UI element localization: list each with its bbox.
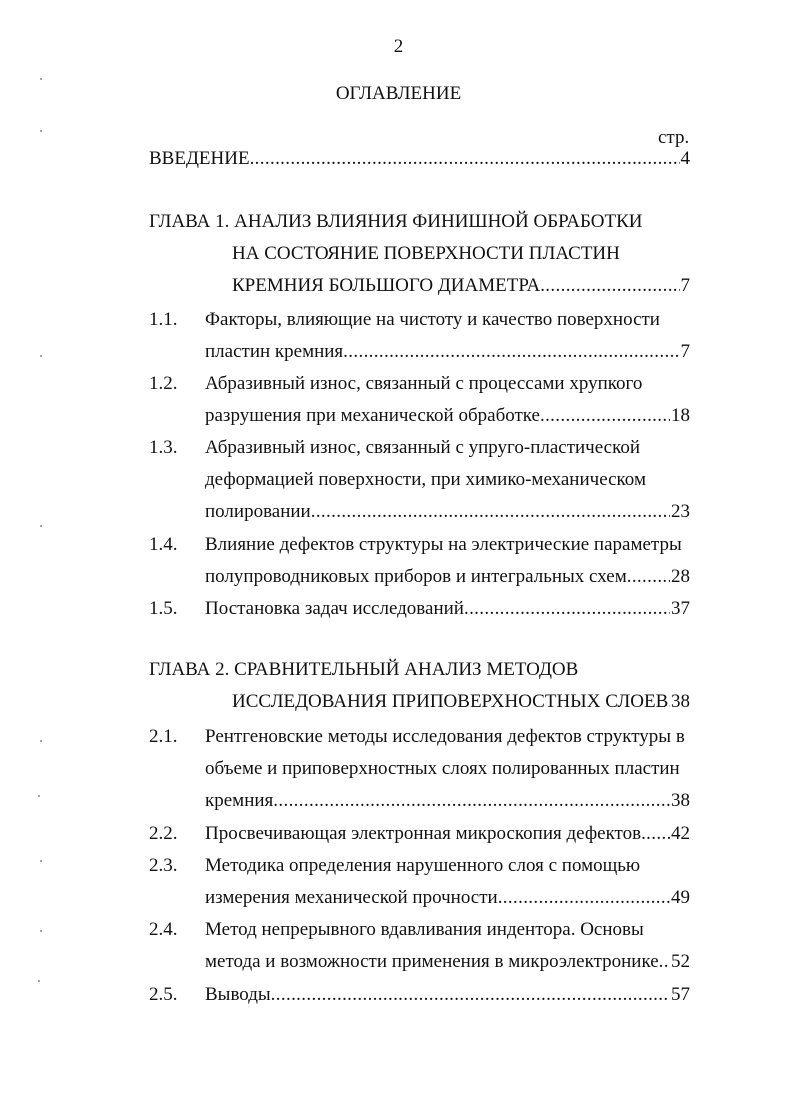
section-title: Факторы, влияющие на чистоту и качество поверхности xyxy=(205,309,660,330)
entry-label: полупроводниковых приборов и интегральных схем xyxy=(205,566,627,587)
toc-entry-intro[interactable] xyxy=(149,148,690,170)
scan-speck xyxy=(40,355,42,357)
entry-label: КРЕМНИЯ БОЛЬШОГО ДИАМЕТРА xyxy=(232,275,541,296)
chapter-1-heading-cont: НА СОСТОЯНИЕ ПОВЕРХНОСТИ ПЛАСТИН xyxy=(232,243,620,264)
scan-speck xyxy=(40,930,42,932)
entry-page: 7 xyxy=(680,275,690,296)
entry-page: 49 xyxy=(671,887,690,908)
toc-entry-2-5[interactable] xyxy=(205,984,690,1006)
leader-dots xyxy=(540,405,670,427)
entry-page: 28 xyxy=(671,566,690,587)
toc-entry-1-3[interactable] xyxy=(205,501,690,523)
section-title: Влияние дефектов структуры на электрические параметры xyxy=(205,534,682,555)
entry-page: 38 xyxy=(671,691,690,712)
section-title-cont: объеме и приповерхностных слоях полированных пластин xyxy=(205,758,680,779)
leader-dots xyxy=(250,148,680,170)
entry-page: 18 xyxy=(671,405,690,426)
section-number: 1.2. xyxy=(149,373,178,394)
leader-dots xyxy=(343,341,679,363)
leader-dots xyxy=(659,951,670,973)
scan-speck xyxy=(38,980,40,982)
entry-page: 42 xyxy=(671,823,690,844)
scan-speck xyxy=(40,130,42,132)
page-column-label: стр. xyxy=(658,127,690,148)
toc-entry-2-3[interactable] xyxy=(205,887,690,909)
entry-page: 38 xyxy=(671,790,690,811)
section-number: 1.3. xyxy=(149,437,178,458)
section-number: 1.4. xyxy=(149,534,178,555)
chapter-2-heading: ГЛАВА 2. СРАВНИТЕЛЬНЫЙ АНАЛИЗ МЕТОДОВ xyxy=(149,659,579,680)
leader-dots xyxy=(641,823,670,845)
section-number: 1.1. xyxy=(149,309,178,330)
entry-label: ВВЕДЕНИЕ xyxy=(149,148,250,169)
entry-label: разрушения при механической обработке xyxy=(205,405,540,426)
section-title: Методика определения нарушенного слоя с помощью xyxy=(205,855,641,876)
scan-speck xyxy=(40,740,42,742)
entry-page: 37 xyxy=(671,598,690,619)
section-number: 2.2. xyxy=(149,823,178,844)
page-number: 2 xyxy=(393,36,404,57)
entry-label: кремния xyxy=(205,790,274,811)
toc-entry-chapter-1[interactable] xyxy=(232,275,690,297)
toc-entry-chapter-2[interactable] xyxy=(232,691,690,713)
entry-page: 4 xyxy=(680,148,690,169)
entry-page: 7 xyxy=(680,341,690,362)
leader-dots xyxy=(311,501,670,523)
section-title: Рентгеновские методы исследования дефектов структуры в xyxy=(205,726,685,747)
toc-entry-1-5[interactable] xyxy=(205,598,690,620)
entry-label: пластин кремния xyxy=(205,341,344,362)
entry-label: Выводы xyxy=(205,984,271,1005)
toc-entry-1-4[interactable] xyxy=(205,566,690,588)
leader-dots xyxy=(273,790,670,812)
toc-entry-2-2[interactable] xyxy=(205,823,690,845)
scan-speck xyxy=(40,860,42,862)
section-title: Абразивный износ, связанный с упруго-пластической xyxy=(205,437,641,458)
entry-page: 57 xyxy=(671,984,690,1005)
entry-label: метода и возможности применения в микроэлектронике xyxy=(205,951,659,972)
section-title: Абразивный износ, связанный с процессами хрупкого xyxy=(205,373,643,394)
section-number: 2.5. xyxy=(149,984,178,1005)
section-title: Метод непрерывного вдавливания индентора. Основы xyxy=(205,919,644,940)
leader-dots xyxy=(540,275,679,297)
section-title-cont: деформацией поверхности, при химико-механическом xyxy=(205,469,646,490)
scan-speck xyxy=(38,795,40,797)
entry-label: измерения механической прочности xyxy=(205,887,498,908)
toc-entry-1-2[interactable] xyxy=(205,405,690,427)
section-number: 2.3. xyxy=(149,855,178,876)
toc-entry-2-1[interactable] xyxy=(205,790,690,812)
entry-page: 52 xyxy=(671,951,690,972)
section-number: 2.4. xyxy=(149,919,178,940)
scan-speck xyxy=(40,78,42,80)
leader-dots xyxy=(498,887,670,909)
entry-label: Просвечивающая электронная микроскопия дефектов xyxy=(205,823,642,844)
toc-entry-2-4[interactable] xyxy=(205,951,690,973)
entry-label: полировании xyxy=(205,501,311,522)
entry-label: Постановка задач исследований xyxy=(205,598,464,619)
toc-entry-1-1[interactable] xyxy=(205,341,690,363)
scan-speck xyxy=(40,525,42,527)
leader-dots xyxy=(271,984,670,1006)
section-number: 1.5. xyxy=(149,598,178,619)
entry-label: ИССЛЕДОВАНИЯ ПРИПОВЕРХНОСТНЫХ СЛОЕВ xyxy=(232,691,669,712)
chapter-1-heading: ГЛАВА 1. АНАЛИЗ ВЛИЯНИЯ ФИНИШНОЙ ОБРАБОТКИ xyxy=(149,211,643,232)
section-number: 2.1. xyxy=(149,726,178,747)
leader-dots xyxy=(464,598,670,620)
leader-dots xyxy=(627,566,670,588)
entry-page: 23 xyxy=(671,501,690,522)
toc-title: ОГЛАВЛЕНИЕ xyxy=(335,83,462,104)
